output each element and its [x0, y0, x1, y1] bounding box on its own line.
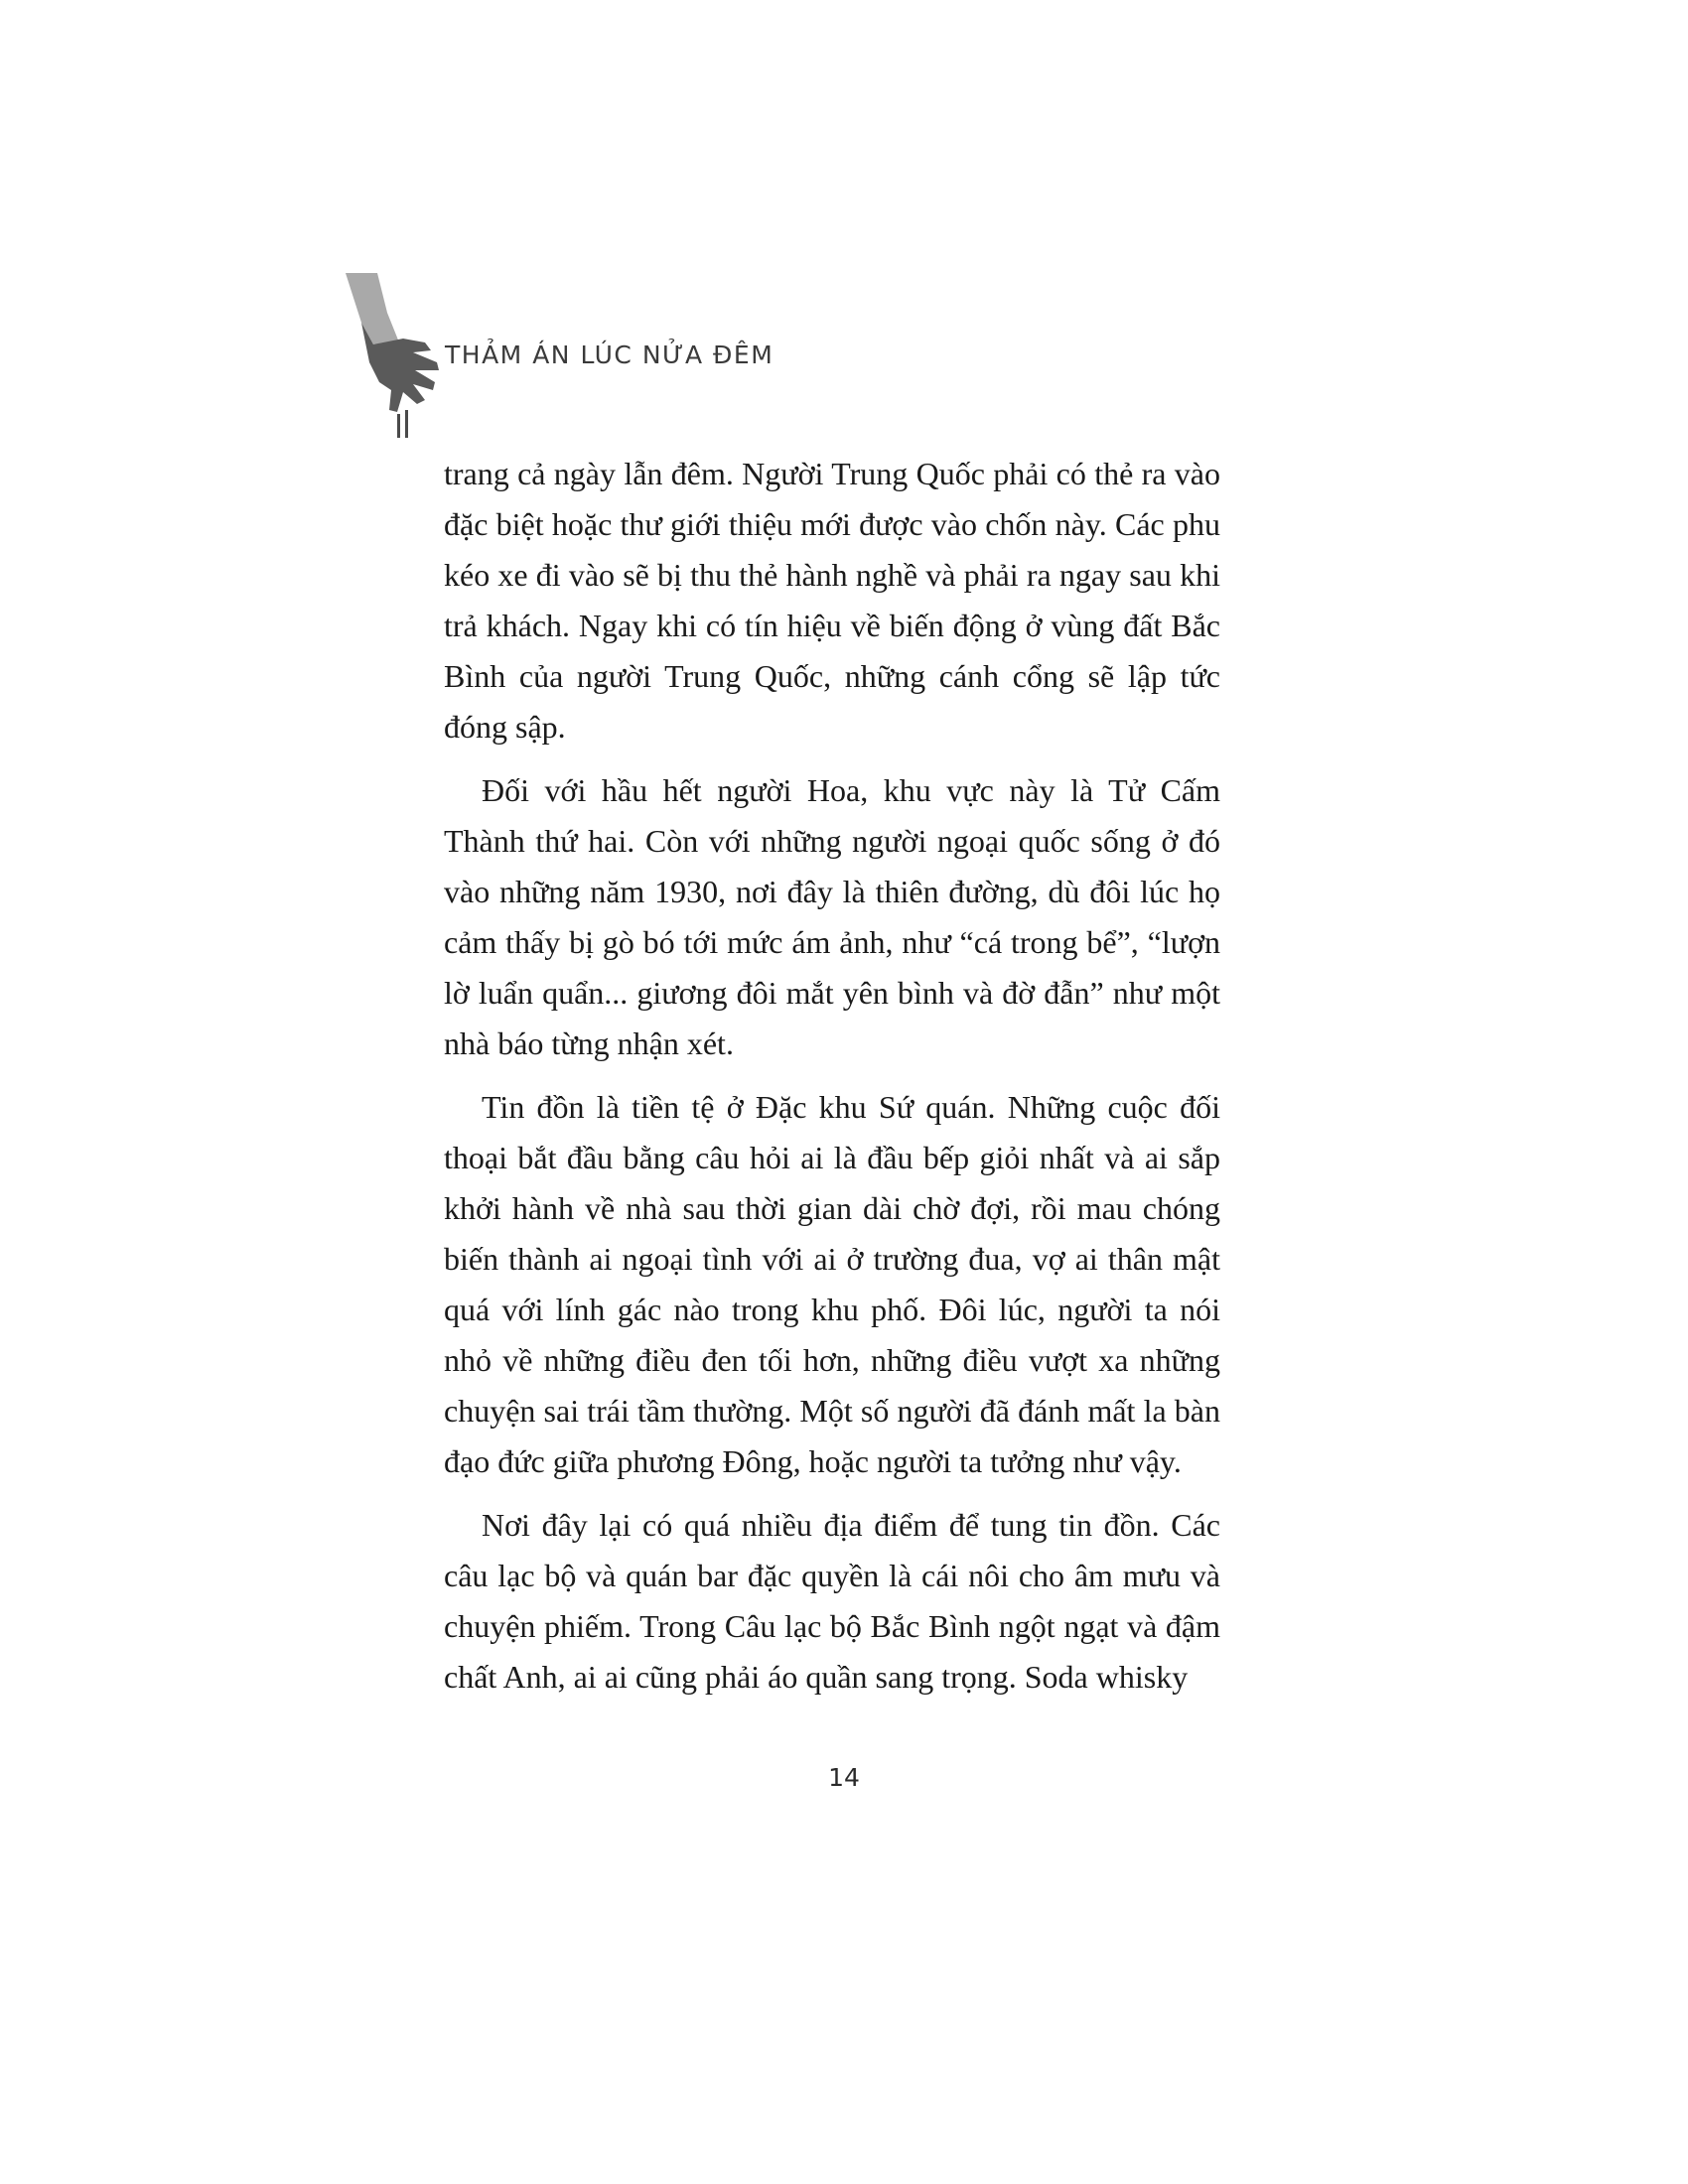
running-header: [344, 273, 1237, 442]
paragraph: Tin đồn là tiền tệ ở Đặc khu Sứ quán. Những cuộc đối thoại bắt đầu bằng câu hỏi ai là đầu bếp giỏi nhất và ai sắp khởi hành về nhà sau thời gian dài chờ đợi, rồi mau chóng biến thành ai ngoại tình với ai ở trường đua, vợ ai thân mật quá với lính gác nào trong khu phố. Đôi lúc, người ta nói nhỏ về những điều đen tối hơn, những điều vượt xa những chuyện sai trái tầm thường. Một số người đã đánh mất la bàn đạo đức giữa phương Đông, hoặc người ta tưởng như vậy.: [444, 1089, 1220, 1479]
paragraph: trang cả ngày lẫn đêm. Người Trung Quốc phải có thẻ ra vào đặc biệt hoặc thư giới thiệu mới được vào chốn này. Các phu kéo xe đi vào sẽ bị thu thẻ hành nghề và phải ra ngay sau khi trả khách. Ngay khi có tín hiệu về biến động ở vùng đất Bắc Bình của người Trung Quốc, những cánh cổng sẽ lập tức đóng sập.: [444, 456, 1220, 745]
hand-icon: [344, 273, 443, 442]
paragraph: Đối với hầu hết người Hoa, khu vực này là Tử Cấm Thành thứ hai. Còn với những người ngoại quốc sống ở đó vào những năm 1930, nơi đây là thiên đường, dù đôi lúc họ cảm thấy bị gò bó tới mức ám ảnh, như “cá trong bể”, “lượn lờ luẩn quẩn... giương đôi mắt yên bình và đờ đẫn” như một nhà báo từng nhận xét.: [444, 772, 1220, 1061]
page-number: 14: [828, 1763, 860, 1792]
paragraph: Nơi đây lại có quá nhiều địa điểm để tung tin đồn. Các câu lạc bộ và quán bar đặc quyền là cái nôi cho âm mưu và chuyện phiếm. Trong Câu lạc bộ Bắc Bình ngột ngạt và đậm chất Anh, ai ai cũng phải áo quần sang trọng. Soda whisky: [444, 1507, 1220, 1695]
running-title: THẢM ÁN LÚC NỬA ĐÊM: [445, 341, 774, 369]
body-text: [444, 449, 1220, 1715]
